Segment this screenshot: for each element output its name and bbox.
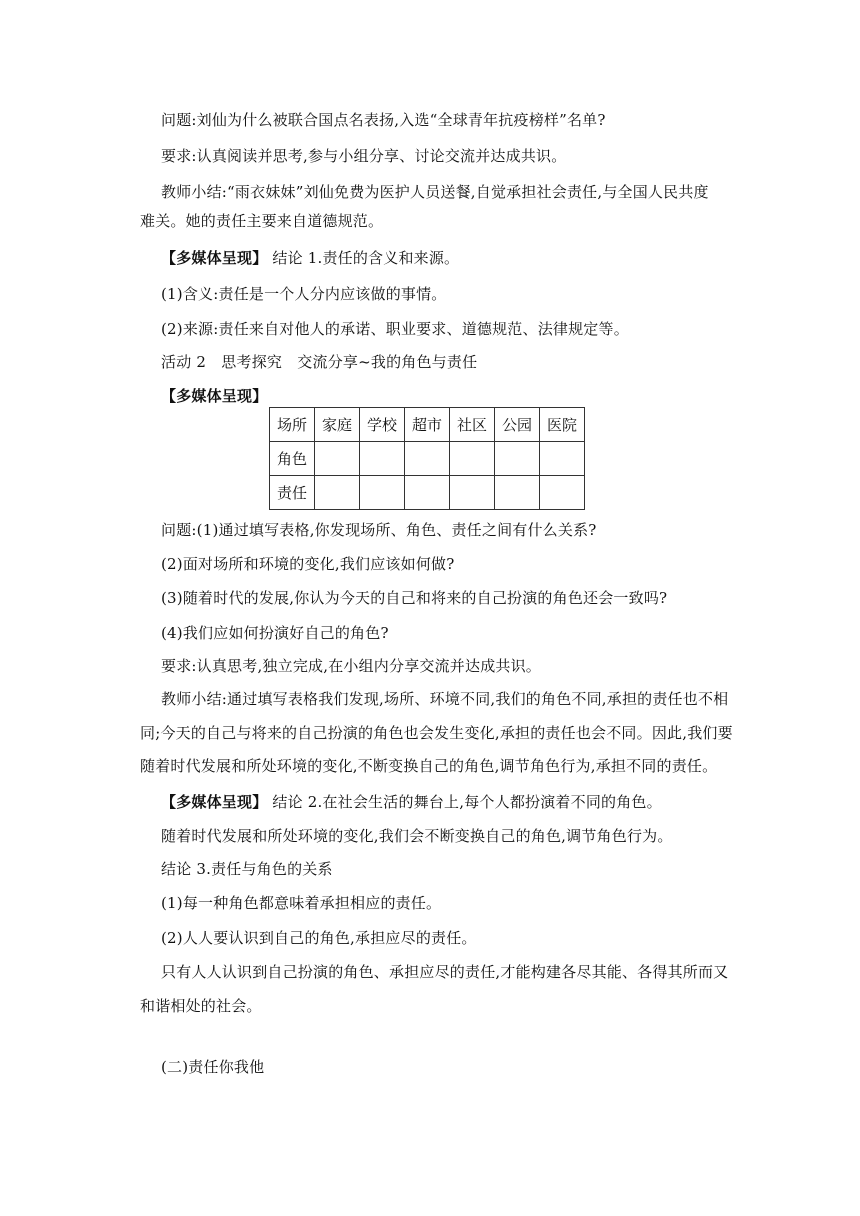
question-1: 问题:(1)通过填写表格,你发现场所、角色、责任之间有什么关系? [161,521,597,539]
conclusion-2-detail: 随着时代发展和所处环境的变化,我们会不断变换自己的角色,调节角色行为。 [161,827,673,845]
table-cell [360,442,405,476]
teacher-summary-line: 教师小结:通过填写表格我们发现,场所、环境不同,我们的角色不同,承担的责任也不相 [161,690,729,708]
question-3: (3)随着时代的发展,你认为今天的自己和将来的自己扮演的角色还会一致吗? [161,589,668,607]
table-cell [315,442,360,476]
conclusion-3-point-1: (1)每一种角色都意味着承担相应的责任。 [161,894,442,912]
table-cell: 学校 [360,408,405,442]
table-cell: 家庭 [315,408,360,442]
roles-table [269,407,585,510]
source-line: (2)来源:责任来自对他人的承诺、职业要求、道德规范、法律规定等。 [161,320,629,338]
teacher-summary-line: 教师小结:“雨衣妹妹”刘仙免费为医护人员送餐,自觉承担社会责任,与全国人民共度 [161,183,709,201]
section-heading: (二)责任你我他 [161,1058,265,1076]
multimedia-tag: 【多媒体呈现】 [161,249,268,267]
table-cell: 责任 [270,476,315,510]
table-cell [405,476,450,510]
requirement-line: 要求:认真思考,独立完成,在小组内分享交流并达成共识。 [161,657,541,675]
table-cell: 场所 [270,408,315,442]
conclusion-2-text: 结论 2.在社会生活的舞台上,每个人都扮演着不同的角色。 [272,793,662,811]
meaning-line: (1)含义:责任是一个人分内应该做的事情。 [161,285,447,303]
teacher-summary-cont: 随着时代发展和所处环境的变化,不断变换自己的角色,调节角色行为,承担不同的责任。 [140,757,718,775]
conclusion-3-point-2: (2)人人要认识到自己的角色,承担应尽的责任。 [161,929,477,947]
table-cell: 角色 [270,442,315,476]
question-line: 问题:刘仙为什么被联合国点名表扬,入选“全球青年抗疫榜样”名单? [161,111,606,129]
table-cell [450,442,495,476]
table-cell [495,442,540,476]
teacher-summary-cont: 同;今天的自己与将来的自己扮演的角色也会发生变化,承担的责任也会不同。因此,我们要 [140,724,733,742]
conclusion-1 [161,247,459,269]
table-cell: 超市 [405,408,450,442]
table-cell: 公园 [495,408,540,442]
table-cell: 医院 [540,408,585,442]
table-cell [495,476,540,510]
conclusion-3-heading: 结论 3.责任与角色的关系 [161,860,333,878]
table-cell [405,442,450,476]
table-cell [540,476,585,510]
conclusion-1-text: 结论 1.责任的含义和来源。 [272,249,460,267]
table-row [270,476,585,510]
closing-cont: 和谐相处的社会。 [140,997,262,1015]
table-cell [360,476,405,510]
table-cell [450,476,495,510]
conclusion-2 [161,791,662,813]
table-row [270,408,585,442]
question-4: (4)我们应如何扮演好自己的角色? [161,624,389,642]
multimedia-tag: 【多媒体呈现】 [161,387,268,405]
multimedia-tag: 【多媒体呈现】 [161,793,268,811]
requirement-line: 要求:认真阅读并思考,参与小组分享、讨论交流并达成共识。 [161,147,567,165]
table-cell: 社区 [450,408,495,442]
question-2: (2)面对场所和环境的变化,我们应该如何做? [161,555,455,573]
table-cell [540,442,585,476]
activity-2-heading: 活动 2 思考探究 交流分享~我的角色与责任 [161,353,478,371]
table-cell [315,476,360,510]
teacher-summary-cont: 难关。她的责任主要来自道德规范。 [140,212,384,230]
closing-line: 只有人人认识到自己扮演的角色、承担应尽的责任,才能构建各尽其能、各得其所而又 [161,963,729,981]
table-row [270,442,585,476]
